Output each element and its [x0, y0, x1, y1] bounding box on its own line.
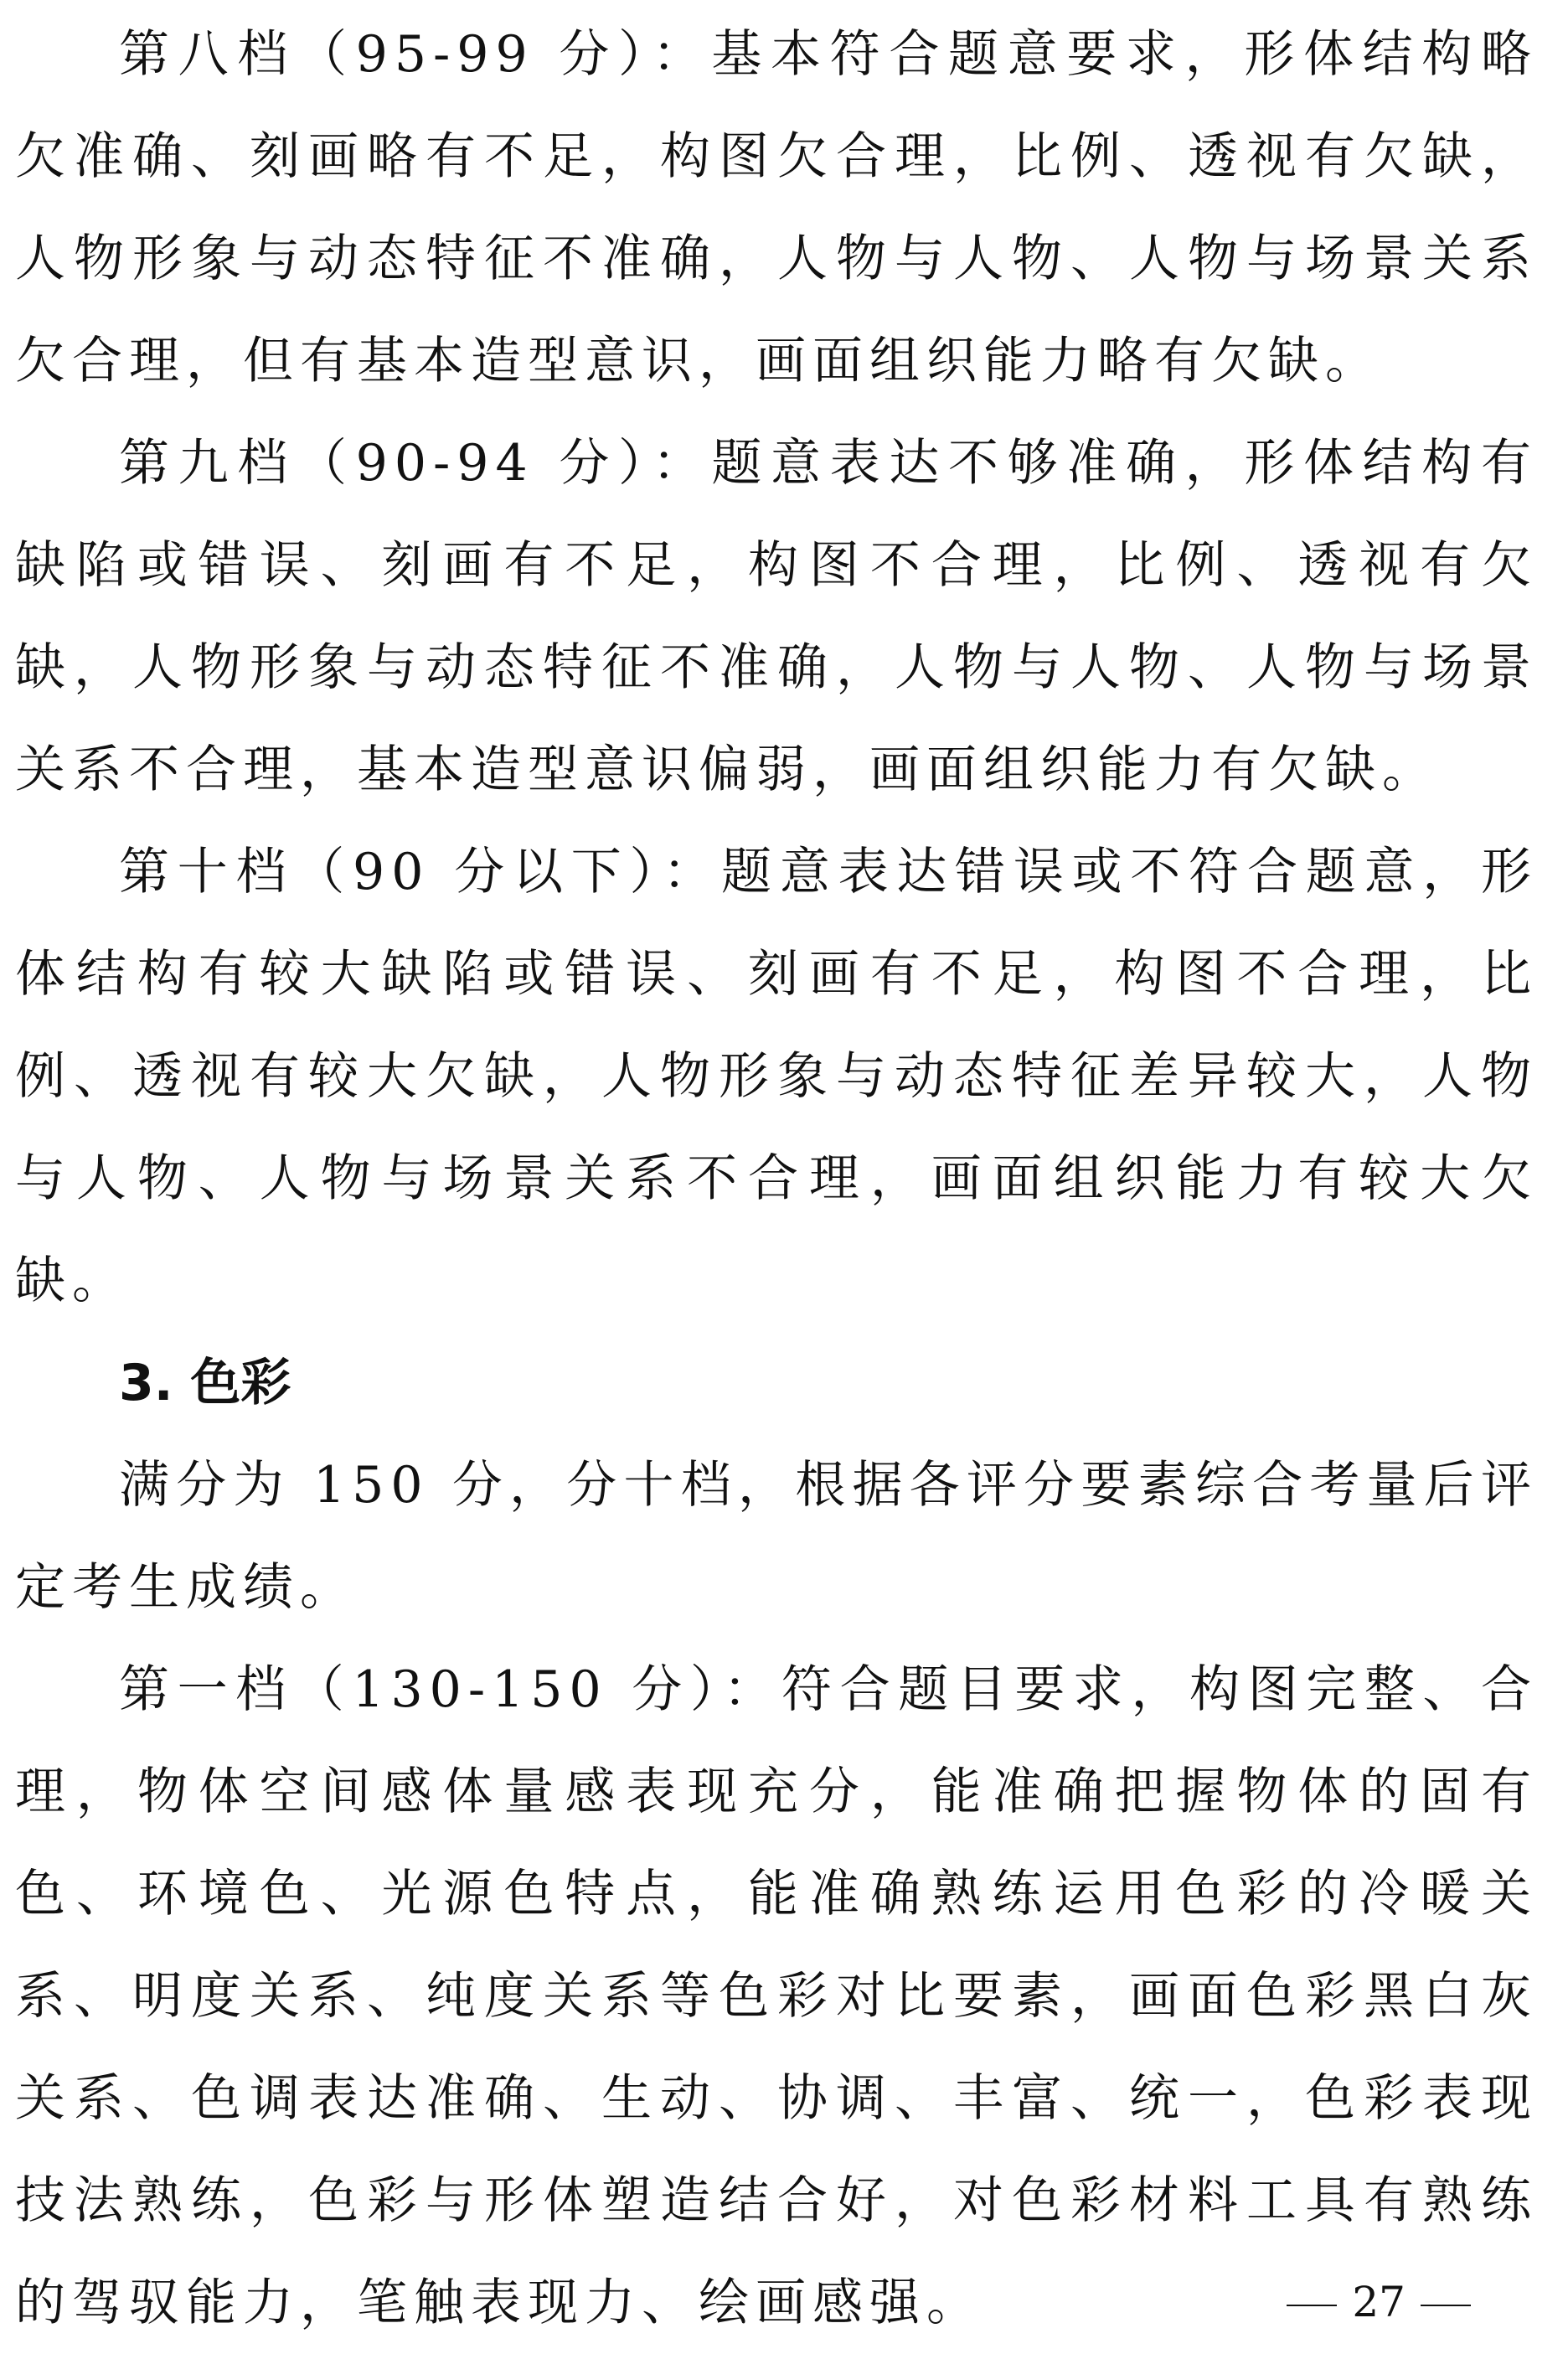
document-page: [15, 0, 1538, 2354]
grade-9-paragraph: 第九档（90-94 分）：题意表达不够准确，形体结构有缺陷或错误、刻画有不足，构图不合理，比例、透视有欠缺，人物形象与动态特征不准确，人物与人物、人物与场景关系不合理，基本造型意识偏弱，画面组织能力有欠缺。: [15, 434, 1538, 799]
grade-8-paragraph: 第八档（95-99 分）：基本符合题意要求，形体结构略欠准确、刻画略有不足，构图欠合理，比例、透视有欠缺，人物形象与动态特征不准确，人物与人物、人物与场景关系欠合理，但有基本造型意识，画面组织能力略有欠缺。: [15, 25, 1538, 390]
footer-dash-left: [1287, 2305, 1337, 2306]
footer-dash-right: [1421, 2305, 1471, 2306]
page-number: 27: [1352, 2278, 1406, 2326]
page-footer: [0, 2277, 1568, 2327]
full-score-paragraph: 满分为 150 分，分十档，根据各评分要素综合考量后评定考生成绩。: [15, 1456, 1538, 1617]
section-heading-color: 3. 色彩: [119, 1354, 291, 1412]
grade-1-paragraph: 第一档（130-150 分）：符合题目要求，构图完整、合理，物体空间感体量感表现充分，能准确把握物体的固有色、环境色、光源色特点，能准确熟练运用色彩的冷暖关系、明度关系、纯度关系等色彩对比要素，画面色彩黑白灰关系、色调表达准确、生动、协调、丰富、统一，色彩表现技法熟练，色彩与形体塑造结合好，对色彩材料工具有熟练的驾驭能力，笔触表现力、绘画感强。: [15, 1660, 1538, 2332]
grade-10-paragraph: 第十档（90 分以下）：题意表达错误或不符合题意，形体结构有较大缺陷或错误、刻画有不足，构图不合理，比例、透视有较大欠缺，人物形象与动态特征差异较大，人物与人物、人物与场景关系不合理，画面组织能力有较大欠缺。: [15, 843, 1538, 1310]
